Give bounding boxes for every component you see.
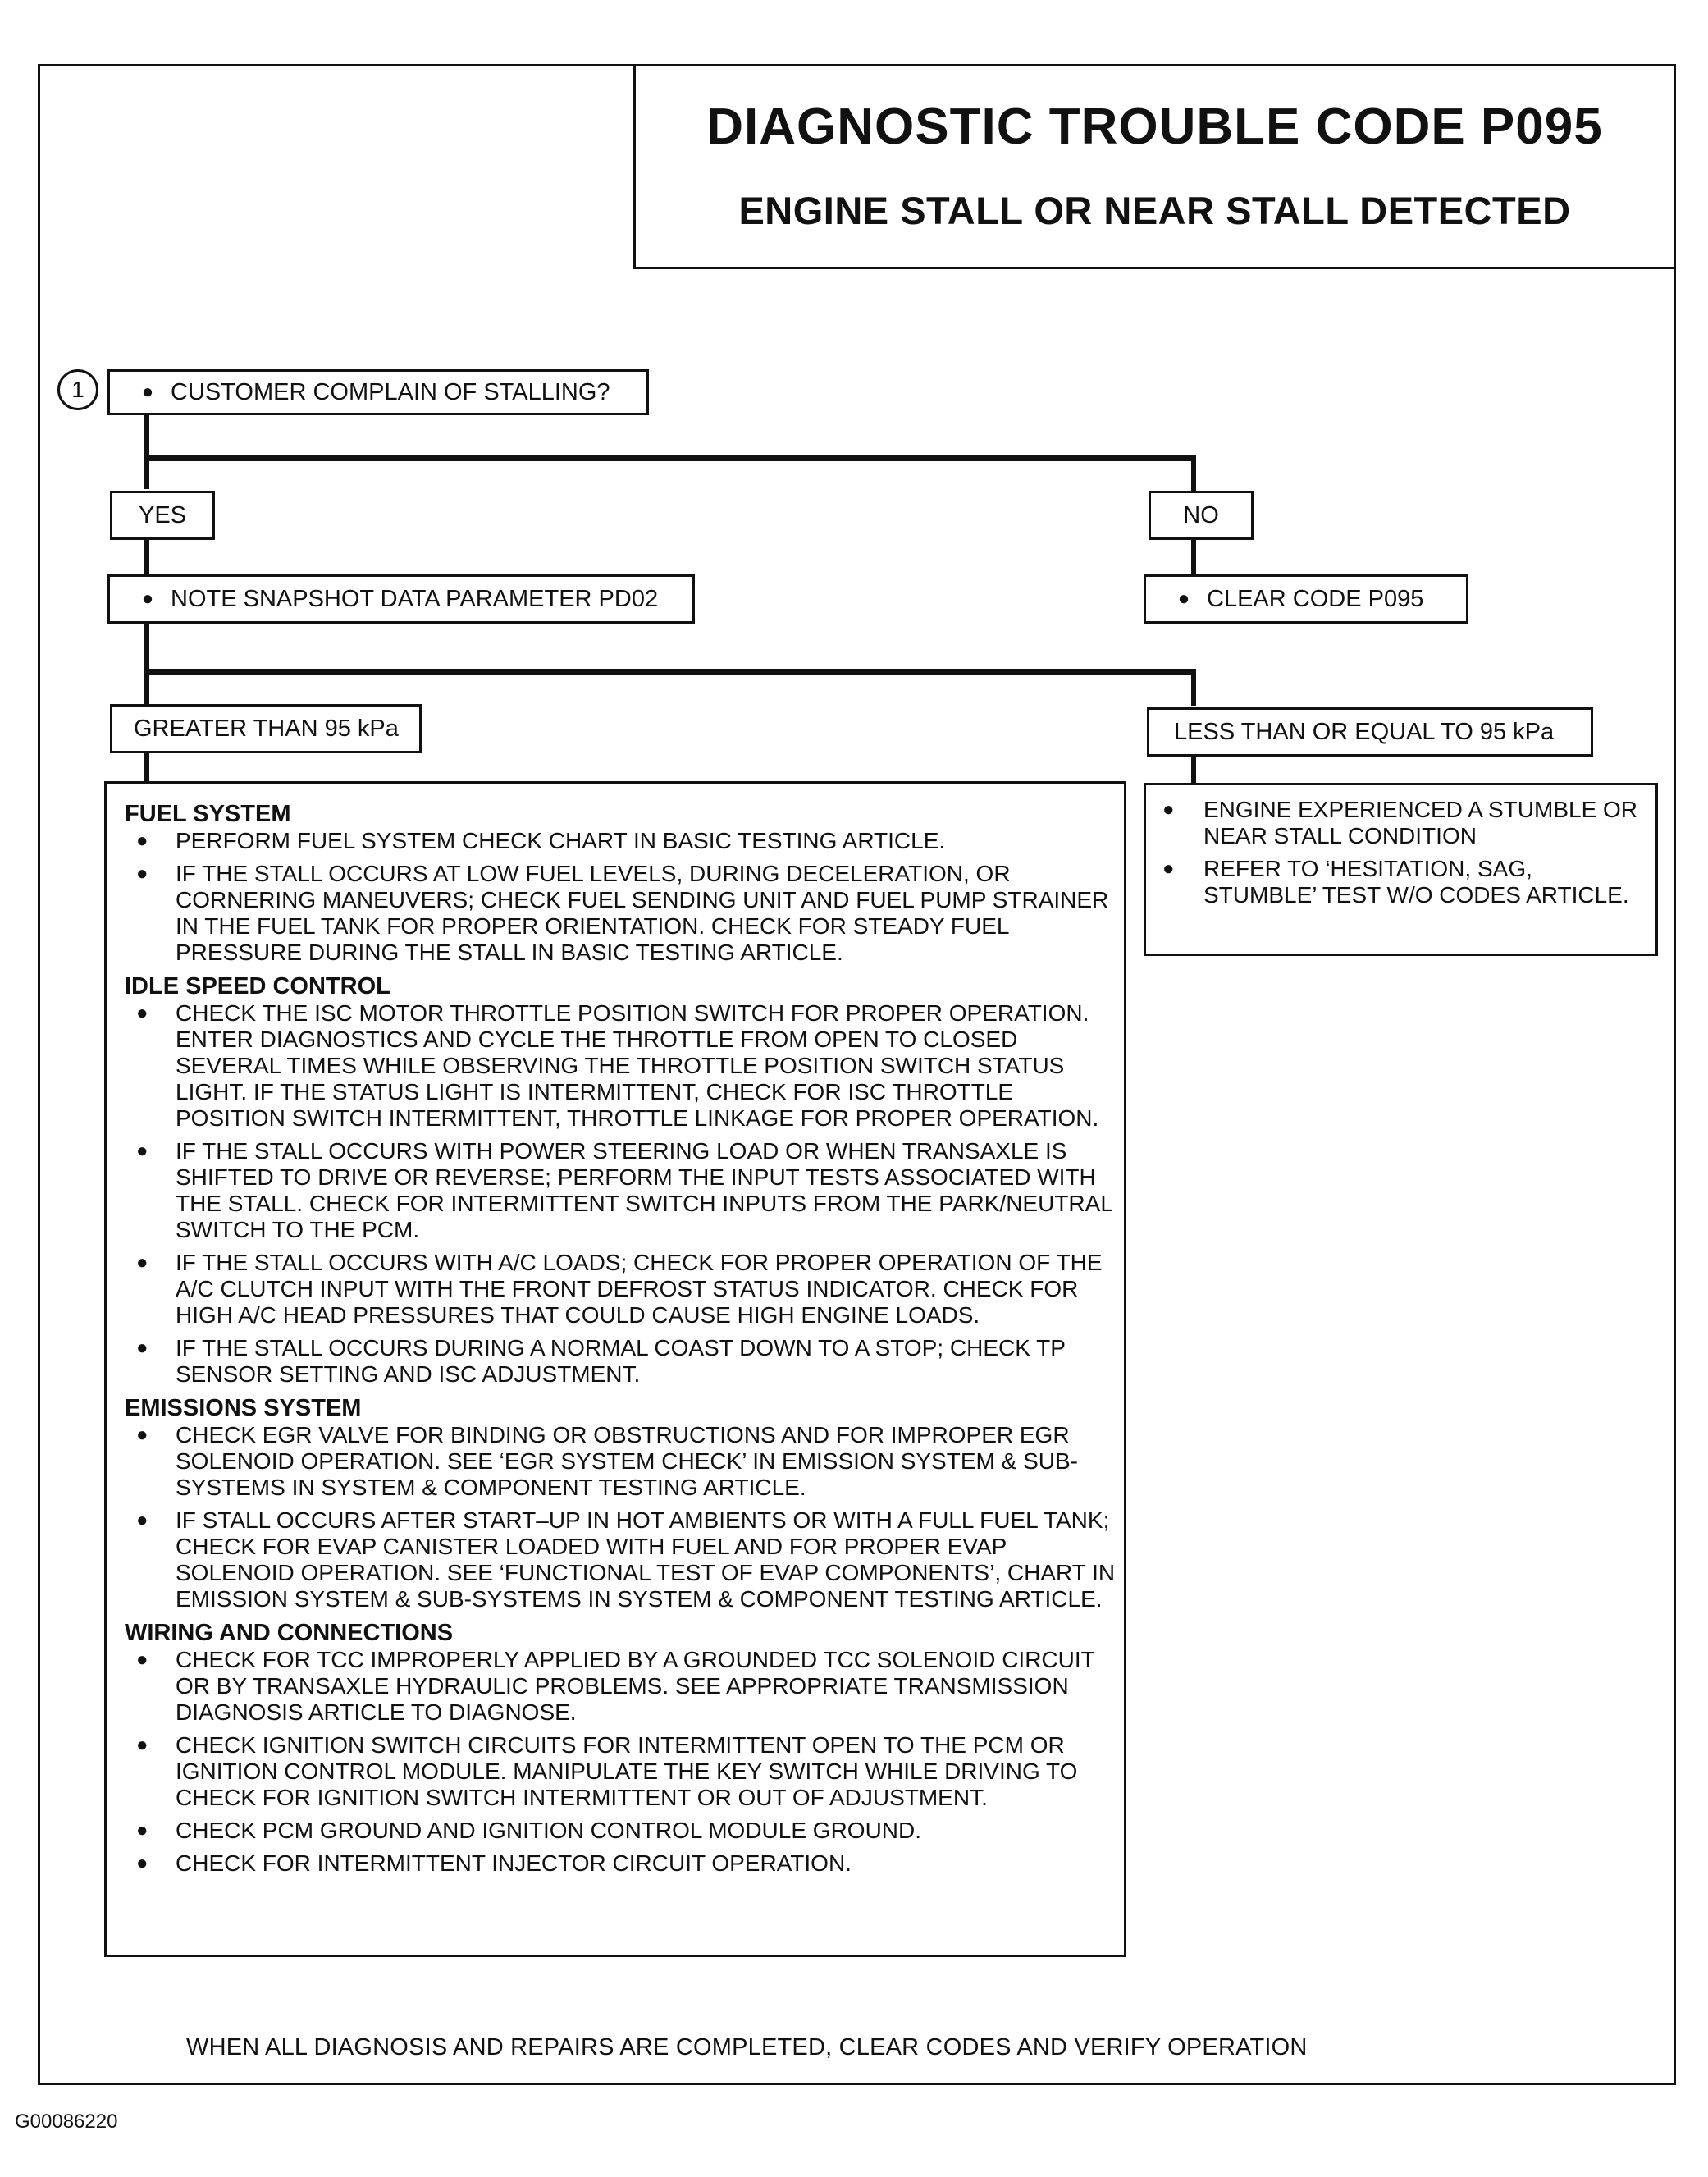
connector-line: [1191, 757, 1196, 783]
footer-instruction: WHEN ALL DIAGNOSIS AND REPAIRS ARE COMPLETED, CLEAR CODES AND VERIFY OPERATION: [186, 2034, 1308, 2060]
list-item-text: CHECK EGR VALVE FOR BINDING OR OBSTRUCTIONS AND FOR IMPROPER EGR SOLENOID OPERATION. SEE ‘EGR SYSTEM CHECK’ IN EMISSION SYSTEM & SUB-SYSTEMS IN SYSTEM & COMPONENT TESTING ARTICLE.: [176, 1422, 1078, 1500]
bullet-icon: ●: [136, 1140, 148, 1162]
list-item-text: IF THE STALL OCCURS AT LOW FUEL LEVELS, DURING DECELERATION, OR CORNERING MANEUVERS; CHECK FUEL SENDING UNIT AND FUEL PUMP STRAINER IN THE FUEL TANK FOR PROPER ORIENTATION. CHECK FOR STEADY FUEL PRESSURE DURING THE STALL IN BASIC TESTING ARTICLE.: [176, 861, 1109, 965]
section-heading: IDLE SPEED CONTROL: [125, 973, 390, 999]
list-item: [125, 1507, 1116, 1612]
list-item-text: CHECK FOR INTERMITTENT INJECTOR CIRCUIT OPERATION.: [176, 1850, 852, 1876]
list-item-text: IF THE STALL OCCURS WITH A/C LOADS; CHECK FOR PROPER OPERATION OF THE A/C CLUTCH INPUT WITH THE FRONT DEFROST STATUS INDICATOR. CHECK FOR HIGH A/C HEAD PRESSURES THAT COULD CAUSE HIGH ENGINE LOADS.: [176, 1250, 1103, 1328]
connector-line: [1191, 669, 1196, 706]
condition-greater-text: GREATER THAN 95 kPa: [134, 715, 399, 742]
connector-line: [144, 540, 149, 574]
list-item-text: REFER TO ‘HESITATION, SAG, STUMBLE’ TEST W/O CODES ARTICLE.: [1203, 856, 1629, 908]
no-label: NO: [1183, 501, 1219, 528]
list-item: [125, 1850, 1116, 1877]
no-action-box: [1144, 574, 1468, 624]
list-item: [125, 1732, 1116, 1811]
yes-action-box: [107, 574, 695, 624]
bullet-icon: ●: [141, 588, 154, 610]
no-box: [1149, 491, 1254, 540]
connector-line: [1191, 540, 1196, 574]
connector-line: [144, 415, 149, 489]
bullet-icon: ●: [136, 1002, 148, 1024]
connector-line: [144, 669, 1196, 675]
list-item-text: IF THE STALL OCCURS WITH POWER STEERING LOAD OR WHEN TRANSAXLE IS SHIFTED TO DRIVE OR REVERSE; PERFORM THE INPUT TESTS ASSOCIATED WITH THE STALL. CHECK FOR INTERMITTENT SWITCH INPUTS FROM THE PARK/NEUTRAL SWITCH TO THE PCM.: [176, 1138, 1112, 1242]
no-action-text: CLEAR CODE P095: [1207, 585, 1424, 612]
condition-less-text: LESS THAN OR EQUAL TO 95 kPa: [1174, 718, 1555, 745]
bullet-icon: ●: [1162, 798, 1175, 821]
list-item: [125, 1647, 1116, 1726]
connector-line: [144, 624, 149, 706]
question-text: CUSTOMER COMPLAIN OF STALLING?: [171, 378, 610, 405]
step-number-badge: 1: [57, 369, 98, 410]
connector-line: [144, 455, 1196, 461]
list-item: [1151, 797, 1647, 849]
question-box: [107, 369, 649, 415]
list-item-text: CHECK PCM GROUND AND IGNITION CONTROL MODULE GROUND.: [176, 1818, 922, 1843]
list-item: [1151, 856, 1647, 908]
connector-line: [144, 753, 149, 783]
bullet-icon: ●: [136, 1509, 148, 1531]
bullet-icon: ●: [1162, 858, 1175, 880]
title-main: DIAGNOSTIC TROUBLE CODE P095: [706, 98, 1603, 155]
condition-greater-box: [110, 704, 422, 753]
yes-action-text: NOTE SNAPSHOT DATA PARAMETER PD02: [171, 585, 659, 612]
bullet-icon: ●: [141, 381, 154, 403]
bullet-icon: ●: [136, 1424, 148, 1446]
section-heading: FUEL SYSTEM: [125, 801, 291, 827]
list-item-text: PERFORM FUEL SYSTEM CHECK CHART IN BASIC TESTING ARTICLE.: [176, 828, 946, 853]
list-item-text: IF THE STALL OCCURS DURING A NORMAL COAST DOWN TO A STOP; CHECK TP SENSOR SETTING AND ISC ADJUSTMENT.: [176, 1335, 1066, 1387]
list-item: [125, 861, 1116, 966]
bullet-icon: ●: [1177, 588, 1190, 610]
list-item: [125, 1818, 1116, 1844]
yes-box: [110, 491, 215, 540]
greater-than-actions-box: [104, 781, 1126, 1957]
left-box-content: [125, 800, 1116, 1877]
list-item: [125, 1422, 1116, 1501]
list-item: [125, 828, 1116, 854]
list-item-text: CHECK THE ISC MOTOR THROTTLE POSITION SWITCH FOR PROPER OPERATION. ENTER DIAGNOSTICS AND CYCLE THE THROTTLE FROM OPEN TO CLOSED SEVERAL TIMES WHILE OBSERVING THE THROTTLE POSITION SWITCH STATUS LIGHT. IF THE STATUS LIGHT IS INTERMITTENT, CHECK FOR ISC THROTTLE POSITION SWITCH INTERMITTENT, THROTTLE LINKAGE FOR PROPER OPERATION.: [176, 1000, 1099, 1131]
list-item: [125, 1335, 1116, 1388]
title-subtitle: ENGINE STALL OR NEAR STALL DETECTED: [738, 189, 1571, 232]
list-item-text: ENGINE EXPERIENCED A STUMBLE OR NEAR STALL CONDITION: [1203, 797, 1638, 848]
list-item-text: CHECK FOR TCC IMPROPERLY APPLIED BY A GROUNDED TCC SOLENOID CIRCUIT OR BY TRANSAXLE HYDRAULIC PROBLEMS. SEE APPROPRIATE TRANSMISSION DIAGNOSIS ARTICLE TO DIAGNOSE.: [176, 1647, 1095, 1725]
connector-line: [1191, 455, 1196, 491]
bullet-icon: ●: [136, 1852, 148, 1874]
bullet-icon: ●: [136, 862, 148, 885]
bullet-icon: ●: [136, 1819, 148, 1841]
bullet-icon: ●: [136, 830, 148, 852]
list-item: [125, 1138, 1116, 1243]
condition-less-box: [1147, 707, 1593, 757]
bullet-icon: ●: [136, 1251, 148, 1274]
bullet-icon: ●: [136, 1734, 148, 1756]
title-box: [633, 64, 1676, 269]
section-heading: EMISSIONS SYSTEM: [125, 1395, 362, 1421]
list-item-text: IF STALL OCCURS AFTER START–UP IN HOT AMBIENTS OR WITH A FULL FUEL TANK; CHECK FOR EVAP CANISTER LOADED WITH FUEL AND FOR PROPER EVAP SOLENOID OPERATION. SEE ‘FUNCTIONAL TEST OF EVAP COMPONENTS’, CHART IN EMISSION SYSTEM & SUB-SYSTEMS IN SYSTEM & COMPONENT TESTING ARTICLE.: [176, 1507, 1116, 1612]
list-item: [125, 1250, 1116, 1329]
less-than-actions-box: [1144, 783, 1658, 956]
list-item-text: CHECK IGNITION SWITCH CIRCUITS FOR INTERMITTENT OPEN TO THE PCM OR IGNITION CONTROL MODULE. MANIPULATE THE KEY SWITCH WHILE DRIVING TO CHECK FOR IGNITION SWITCH INTERMITTENT OR OUT OF ADJUSTMENT.: [176, 1732, 1078, 1810]
list-item: [125, 1000, 1116, 1132]
figure-id: G00086220: [15, 2111, 118, 2133]
right-box-content: [1151, 797, 1647, 908]
yes-label: YES: [138, 501, 187, 528]
bullet-icon: ●: [136, 1649, 148, 1671]
bullet-icon: ●: [136, 1337, 148, 1359]
section-heading: WIRING AND CONNECTIONS: [125, 1620, 454, 1646]
